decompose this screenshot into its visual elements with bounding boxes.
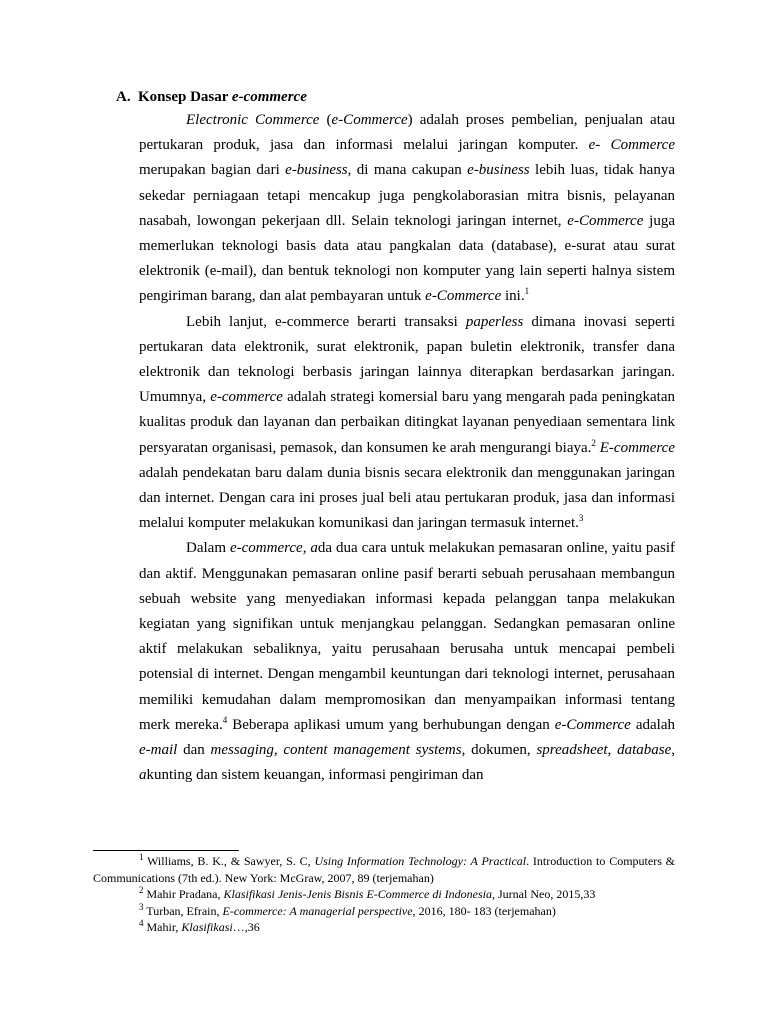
italic-text: E-commerce: [599, 439, 675, 456]
text-run: dan: [177, 742, 211, 759]
text-run: (: [319, 112, 332, 128]
italic-text: Klasifikasi: [181, 920, 233, 934]
text-run: merupakan bagian dari: [139, 162, 286, 179]
footnote-separator: [93, 850, 239, 851]
italic-text: e-Commerce: [331, 112, 408, 128]
text-run: da dua cara untuk melakukan pemasaran online, yaitu pasif dan aktif. Menggunakan pemasaran online pasif berarti sebuah perusahaan membangun sebuah website yang menyediakan informasi kepada pelanggan tanpa melakukan kegiatan yang signifikan untuk menjangkau pelanggan. Sedangkan pemasaran online aktif melakukan sebaliknya, yaitu perusahaan berusaha untuk mencapai pembeli potensial di internet. Dengan mengambil keuntungan dari teknologi internet, perusahaan memiliki kemudahan dalam mempromosikan dan menyampaikan informasi tentang merk mereka.: [139, 540, 675, 733]
text-run: adalah pendekatan baru dalam dunia bisnis secara elektronik dan menggunakan jaringan dan internet. Dengan cara ini proses jual beli atau pertukaran produk, jasa dan informasi melalui komputer melakukan komunikasi dan jaringan termasuk internet.: [139, 464, 675, 532]
footnote: [93, 853, 675, 886]
footnote: [93, 919, 675, 936]
italic-text: messaging, content management systems,: [210, 742, 466, 759]
footnote-ref: 4: [222, 714, 228, 725]
footnote-ref: 3: [578, 513, 584, 524]
italic-text: e-business,: [285, 162, 352, 179]
footnote-ref: 1: [139, 852, 144, 862]
text-run: adalah strategi komersial baru yang mengarah pada peningkatan kualitas produk dan layanan dan perbaikan ditingkat layanan penyediaan sementara link persyaratan organisasi, pemasok, dan konsumen ke arah mengurangi biaya.: [139, 389, 676, 456]
text-run: Mahir Pradana,: [143, 887, 224, 901]
section-title-italic: e-commerce: [231, 89, 307, 105]
text-run: Mahir,: [143, 920, 182, 934]
paragraph: [139, 108, 675, 310]
text-run: dimana inovasi seperti pertukaran data elektronik, surat elektronik, papan buletin elektronik, transfer dana elektronik dan teknologi berbasis jaringan lainnya diterapkan berdasarkan jaringan. Umumnya,: [139, 313, 675, 406]
footnote-ref: 2: [591, 437, 596, 448]
italic-text: e- Commerce: [588, 137, 675, 154]
text-run: di mana cakupan: [351, 162, 468, 179]
body-text: [139, 108, 675, 788]
footnote-ref: 3: [139, 901, 144, 912]
text-run: Jurnal Neo, 2015,33: [495, 887, 596, 901]
footnote-ref: 4: [139, 918, 144, 928]
text-run: …,36: [232, 920, 260, 934]
footnote-ref: 1: [524, 286, 530, 297]
footnote-ref: 2: [139, 885, 144, 895]
text-run: Beberapa aplikasi umum yang berhubungan dengan: [227, 716, 555, 733]
italic-text: e-Commerce: [567, 212, 644, 229]
text-run: Williams, B. K., & Sawyer, S. C,: [143, 854, 315, 868]
italic-text: paperless: [465, 313, 524, 330]
section-number: A.: [116, 89, 131, 105]
italic-text: e-Commerce: [554, 716, 631, 733]
italic-text: E-commerce: A managerial perspective,: [222, 903, 416, 918]
italic-text: Klasifikasi Jenis-Jenis Bisnis E-Commerce di Indonesia,: [223, 887, 495, 901]
text-run: ) adalah proses pembelian, penjualan atau pertukaran produk, jasa dan informasi melalui jaringan komputer.: [139, 112, 676, 154]
italic-text: Electronic Commerce: [186, 112, 320, 128]
text-run: dokumen,: [465, 742, 537, 759]
paragraph: [139, 536, 675, 788]
italic-text: spreadsheet, database, a: [139, 742, 675, 784]
footnote: [93, 886, 675, 903]
italic-text: e-business: [467, 162, 530, 179]
text-run: lebih luas, tidak hanya sekedar perniagaan tetapi mencakup juga pengkolaborasian mitra bisnis, pelayanan nasabah, lowongan pekerjaan dll. Selain teknologi jaringan internet,: [139, 162, 675, 229]
italic-text: Using Information Technology: A Practical: [314, 854, 527, 868]
text-run: ini.: [501, 288, 525, 305]
italic-text: e-mail: [139, 742, 178, 759]
text-run: Lebih lanjut, e-commerce berarti transaksi: [186, 313, 466, 330]
text-run: Turban, Efrain,: [143, 903, 223, 918]
section-title: Konsep Dasar: [138, 89, 232, 105]
footnotes: [93, 853, 675, 936]
text-run: juga memerlukan teknologi basis data atau pangkalan data (database), e-surat atau surat elektronik (e-mail), dan bentuk teknologi non komputer yang lain seperti halnya sistem pengiriman barang, dan alat pembayaran untuk: [139, 212, 675, 305]
italic-text: e-Commerce: [425, 288, 502, 305]
section-heading: [116, 87, 307, 107]
italic-text: e-commerce, a: [229, 540, 318, 557]
footnote: [93, 903, 675, 920]
text-run: 2016, 180- 183 (terjemahan): [415, 903, 556, 918]
text-run: Dalam: [186, 540, 230, 557]
italic-text: e-commerce: [210, 389, 283, 406]
text-run: . Introduction to Computers & Communications (7th ed.). New York: McGraw, 2007, 89 (terjemahan): [93, 854, 676, 885]
text-run: kunting dan sistem keuangan, informasi pengiriman dan: [146, 767, 484, 784]
paragraph: [139, 310, 675, 537]
text-run: adalah: [630, 716, 676, 733]
